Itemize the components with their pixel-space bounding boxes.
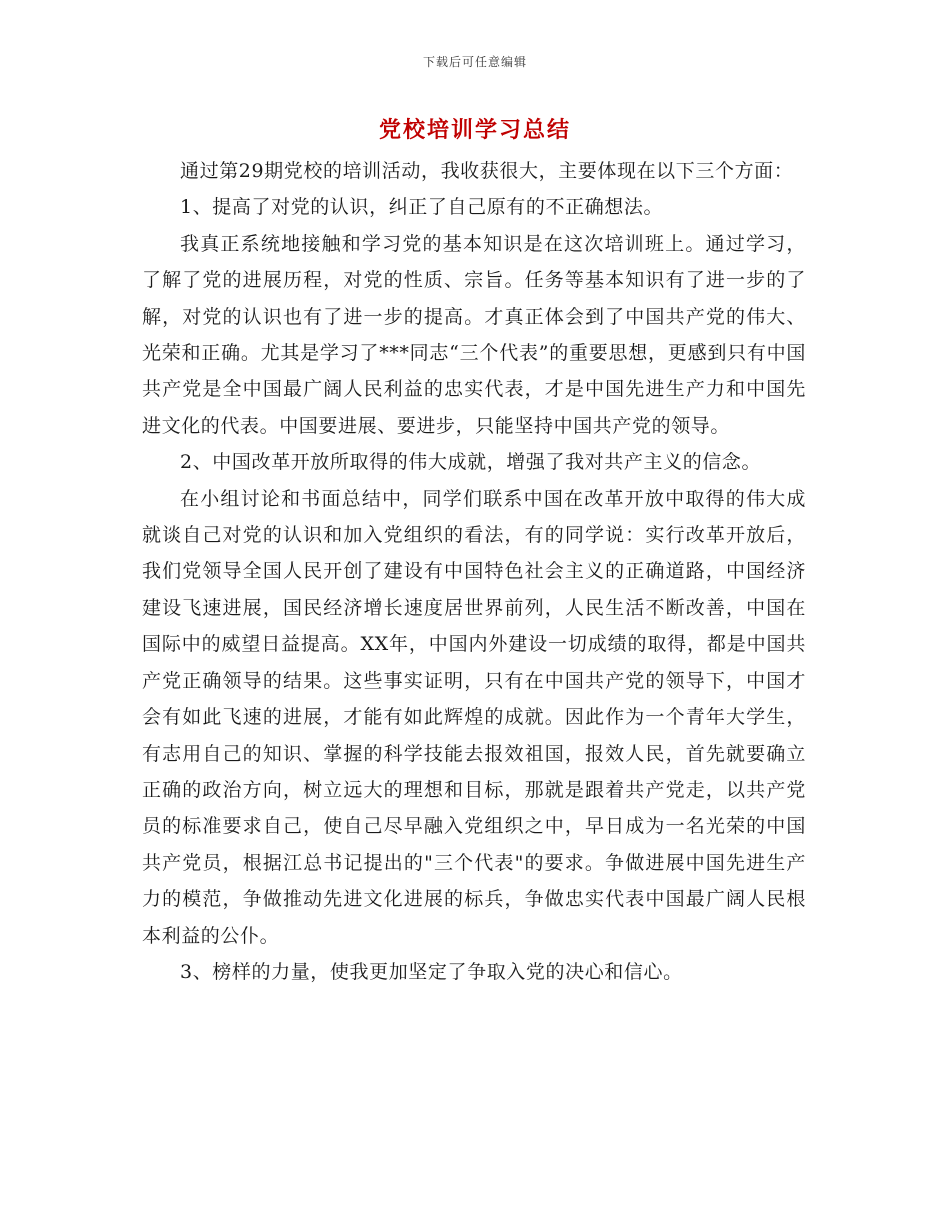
document-title: 党校培训学习总结 xyxy=(378,117,571,143)
header-note: 下载后可任意编辑 xyxy=(422,55,527,69)
section-heading-1: 1、提高了对党的认识，纠正了自己原有的不正确想法。 xyxy=(180,196,664,219)
section-heading-2: 2、中国改革开放所取得的伟大成就，增强了我对共产主义的信念。 xyxy=(180,451,762,474)
body-paragraph: 在小组讨论和书面总结中，同学们联系中国在改革开放中取得的伟大成就谈自己对党的认识和加入党组织的看法，有的同学说：实行改革开放后，我们党领导全国人民开创了建设有中国特色社会主义的正确道路，中国经济建设飞速进展，国民经济增长速度居世界前列，人民生活不断改善，中国在国际中的威望日益提高。XX年，中国内外建设一切成绩的取得，都是中国共产党正确领导的结果。这些事实证明，只有在中国共产党的领导下，中国才会有如此飞速的进展，才能有如此辉煌的成就。因此作为一个青年大学生，有志用自己的知识、掌握的科学技能去报效祖国，报效人民，首先就要确立正确的政治方向，树立远大的理想和目标，那就是跟着共产党走，以共产党员的标准要求自己，使自己尽早融入党组织之中，早日成为一名光荣的中国共产党员，根据江总书记提出的"三个代表"的要求。争做进展中国先进生产力的模范，争做推动先进文化进展的标兵，争做忠实代表中国最广阔人民根本利益的公仆。 xyxy=(142,487,806,947)
document-body xyxy=(142,153,806,990)
section-heading-3: 3、榜样的力量，使我更加坚定了争取入党的决心和信心。 xyxy=(180,960,683,983)
intro-paragraph: 通过第29期党校的培训活动，我收获很大，主要体现在以下三个方面： xyxy=(180,160,794,182)
body-paragraph: 我真正系统地接触和学习党的基本知识是在这次培训班上。通过学习，了解了党的进展历程，对党的性质、宗旨。任务等基本知识有了进一步的了解，对党的认识也有了进一步的提高。才真正体会到了中国共产党的伟大、光荣和正确。尤其是学习了***同志“三个代表”的重要思想，更感到只有中国共产党是全中国最广阔人民利益的忠实代表，才是中国先进生产力和中国先进文化的代表。中国要进展、要进步，只能坚持中国共产党的领导。 xyxy=(142,232,806,437)
